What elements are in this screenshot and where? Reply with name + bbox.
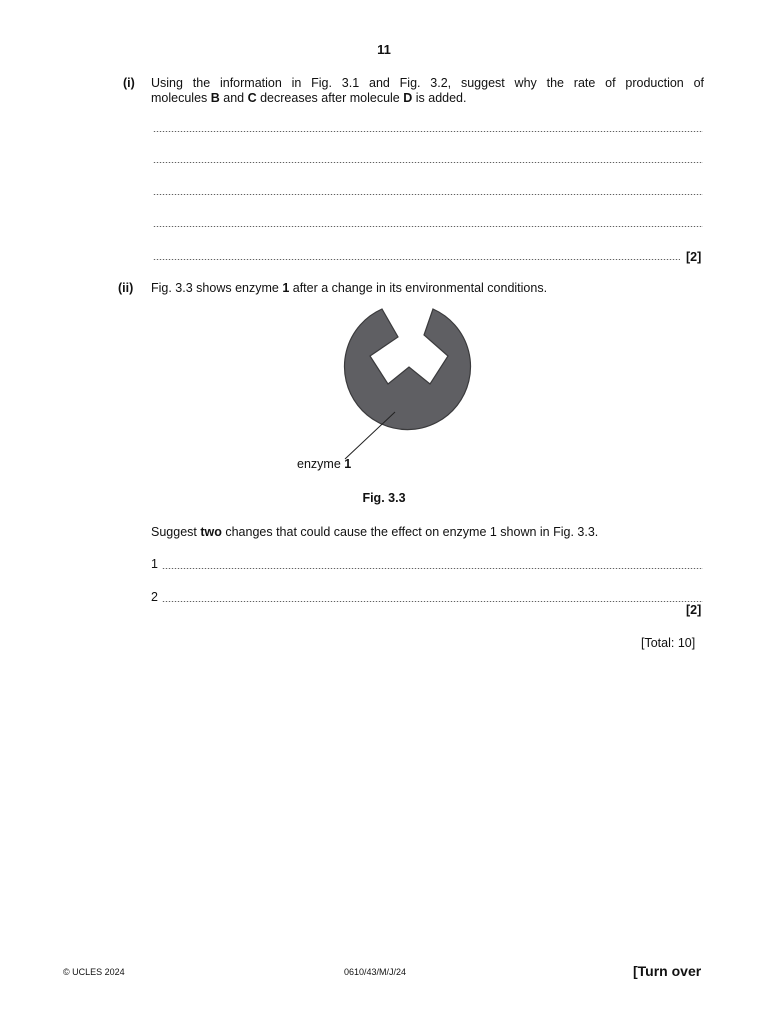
copyright: © UCLES 2024 (63, 967, 125, 977)
part-i-question-line1: Using the information in Fig. 3.1 and Fig. 3.2, suggest why the rate of production of (151, 76, 704, 90)
q-text-segment: Fig. 3.3 shows enzyme (151, 281, 283, 295)
part-ii-mark: [2] (686, 603, 702, 617)
q-text-segment: Suggest (151, 525, 201, 539)
enzyme-number: 1 (282, 281, 290, 295)
answer-1-number: 1 (151, 557, 158, 571)
q-text-segment: is added. (412, 91, 467, 105)
page-number: 11 (377, 42, 391, 57)
molecule-c: C (247, 91, 257, 105)
part-i-label: (i) (123, 76, 135, 90)
part-i-mark: [2] (686, 250, 702, 264)
paper-code: 0610/43/M/J/24 (344, 967, 407, 977)
total-marks: [Total: 10] (641, 636, 696, 650)
q-text-segment: changes that could cause the effect on enzyme 1 shown in Fig. 3.3. (221, 525, 599, 539)
part-ii-label: (ii) (118, 281, 134, 295)
label-text: enzyme (297, 457, 345, 471)
q-text-segment: after a change in its environmental conditions. (289, 281, 548, 295)
q-text-segment: molecules (151, 91, 211, 105)
enzyme-1-label (297, 457, 351, 471)
turn-over: [Turn over (633, 963, 702, 979)
answer-line-ii-2[interactable] (162, 601, 703, 602)
question-emphasis: two (200, 525, 222, 539)
answer-line-ii-1[interactable] (162, 568, 703, 569)
molecule-d: D (403, 91, 413, 105)
q-text-segment: and (219, 91, 248, 105)
q-text-segment: decreases after molecule (256, 91, 404, 105)
figure-caption: Fig. 3.3 (362, 491, 406, 505)
enzyme-label-line (345, 412, 395, 459)
part-ii-question (151, 525, 598, 540)
enzyme-1-shape (345, 309, 471, 430)
answer-2-number: 2 (151, 590, 158, 604)
molecule-b: B (210, 91, 220, 105)
label-num: 1 (344, 457, 352, 471)
